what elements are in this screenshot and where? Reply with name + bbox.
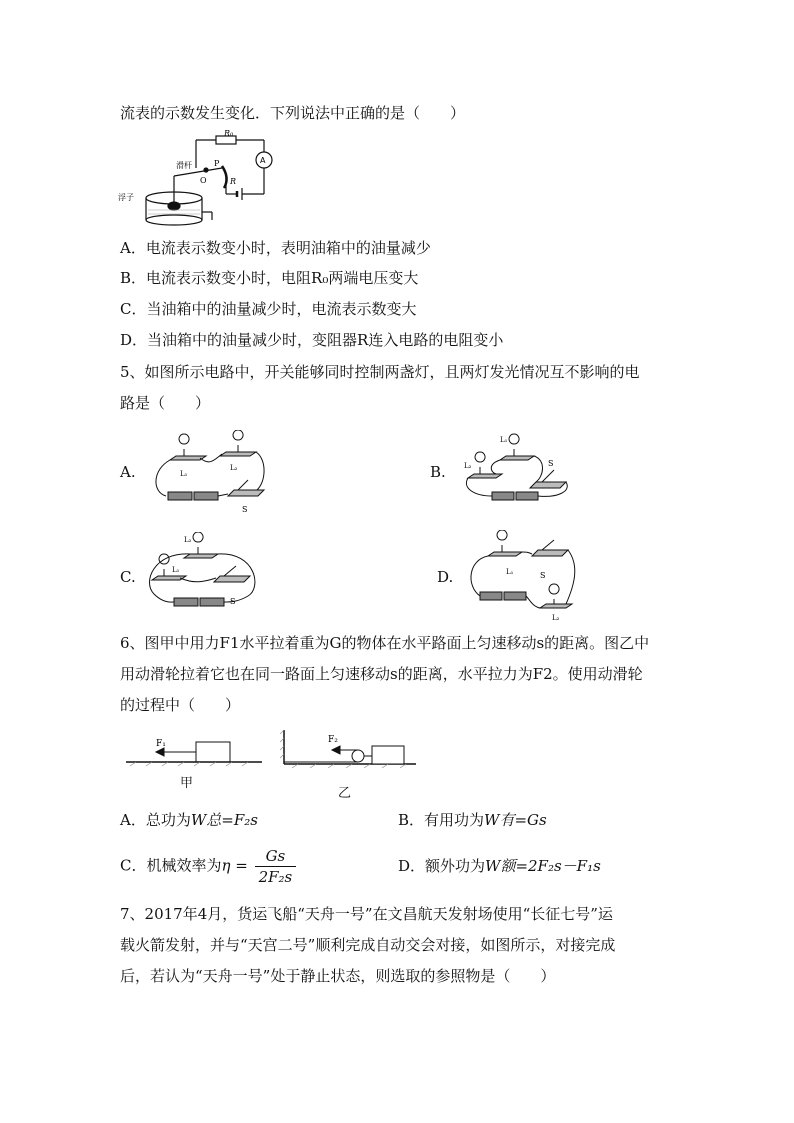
r0-label: R₀ [224,129,234,138]
q6-option-c [120,846,298,887]
q6-stem-line3: 的过程中（ ） [120,696,241,714]
circuit-c-l2: L₂ [184,536,192,544]
circuit-a-s: S [242,505,248,514]
slide-rod-label: 滑杆 [176,161,192,170]
circuit-b-s: S [548,459,554,468]
q6-option-d [398,856,601,876]
circuit-b-l2: L₂ [464,462,472,470]
circuit-c-l1: L₁ [172,566,180,574]
q6-option-c-numerator: Gs [255,846,297,867]
r-label: R [230,177,237,186]
q4-option-d: D．当油箱中的油量减少时，变阻器R连入电路的电阻变小 [120,331,504,349]
q6-option-b [398,810,547,830]
q6-option-c-eta: η = [221,856,248,875]
q5-circuit-c [144,532,264,622]
p-label: P [214,159,220,168]
caption-jia: 甲 [180,776,194,791]
q4-option-a: A．电流表示数变小时，表明油箱中的油量减少 [120,239,431,257]
q4-stem-tail: 流表的示数发生变化．下列说法中正确的是（ ） [120,104,466,122]
circuit-d-l1: L₁ [506,568,514,576]
q4-option-c: C．当油箱中的油量减少时，电流表示数变大 [120,300,417,318]
q6-option-c-denominator: 2F₂s [258,868,293,886]
q6-option-c-text: C．机械效率为 [120,856,222,875]
q6-option-b-formula: W有=Gs [484,811,547,829]
q7-stem-line1: 7、2017年4月，货运飞船“天舟一号”在文昌航天发射场使用“长征七号”运 [120,905,613,923]
q6-option-d-formula: W额=2F₂s－F₁s [485,857,601,875]
circuit-d-l2: L₂ [552,614,560,622]
caption-yi: 乙 [338,786,352,801]
q6-option-b-text: B．有用功为 [398,811,485,829]
q5-stem-line2: 路是（ ） [120,394,211,412]
q5-circuit-a [150,430,270,518]
q4-option-b: B．电流表示数变小时，电阻R₀两端电压变大 [120,269,419,287]
q6-option-a-text: A．总功为 [120,811,191,829]
q6-option-c-fraction [255,846,297,887]
circuit-b-l1: L₁ [500,436,508,444]
circuit-a-l1: L₁ [180,470,188,478]
q6-option-a-formula: W总=F₂s [190,811,258,829]
q6-option-a [120,810,258,830]
ammeter-label: A [260,156,266,165]
q5-circuit-b [460,432,580,520]
q6-stem-line1: 6、图甲中用力F1水平拉着重为G的物体在水平路面上匀速移动s的距离。图乙中 [120,634,650,652]
circuit-a-l2: L₂ [230,464,238,472]
o-label: O [200,176,207,185]
q6-figure-jia [126,728,266,768]
q5-stem-line1: 5、如图所示电路中，开关能够同时控制两盏灯，且两灯发光情况互不影响的电 [120,363,640,381]
q5-option-c-letter: C. [120,568,136,586]
q6-stem-line2: 用动滑轮拉着它也在同一路面上匀速移动s的距离，水平拉力为F2。使用动滑轮 [120,665,643,683]
yi-force-label: F₂ [328,735,338,745]
circuit-d-s: S [540,571,546,580]
q6-option-d-text: D．额外功为 [398,857,486,875]
q5-option-a-letter: A. [120,463,136,481]
q4-oil-gauge-figure [118,128,278,228]
q5-circuit-d [462,530,582,626]
q6-figure-yi [280,726,420,770]
q5-option-d-letter: D. [437,568,454,586]
jia-force-label: F₁ [156,739,166,749]
circuit-c-s: S [230,597,236,606]
q7-stem-line2: 载火箭发射，并与“天宫二号”顺利完成自动交会对接，如图所示，对接完成 [120,936,616,954]
float-label: 浮子 [118,193,134,202]
q5-option-b-letter: B. [430,463,446,481]
q7-stem-line3: 后，若认为“天舟一号”处于静止状态，则选取的参照物是（ ） [120,967,556,985]
